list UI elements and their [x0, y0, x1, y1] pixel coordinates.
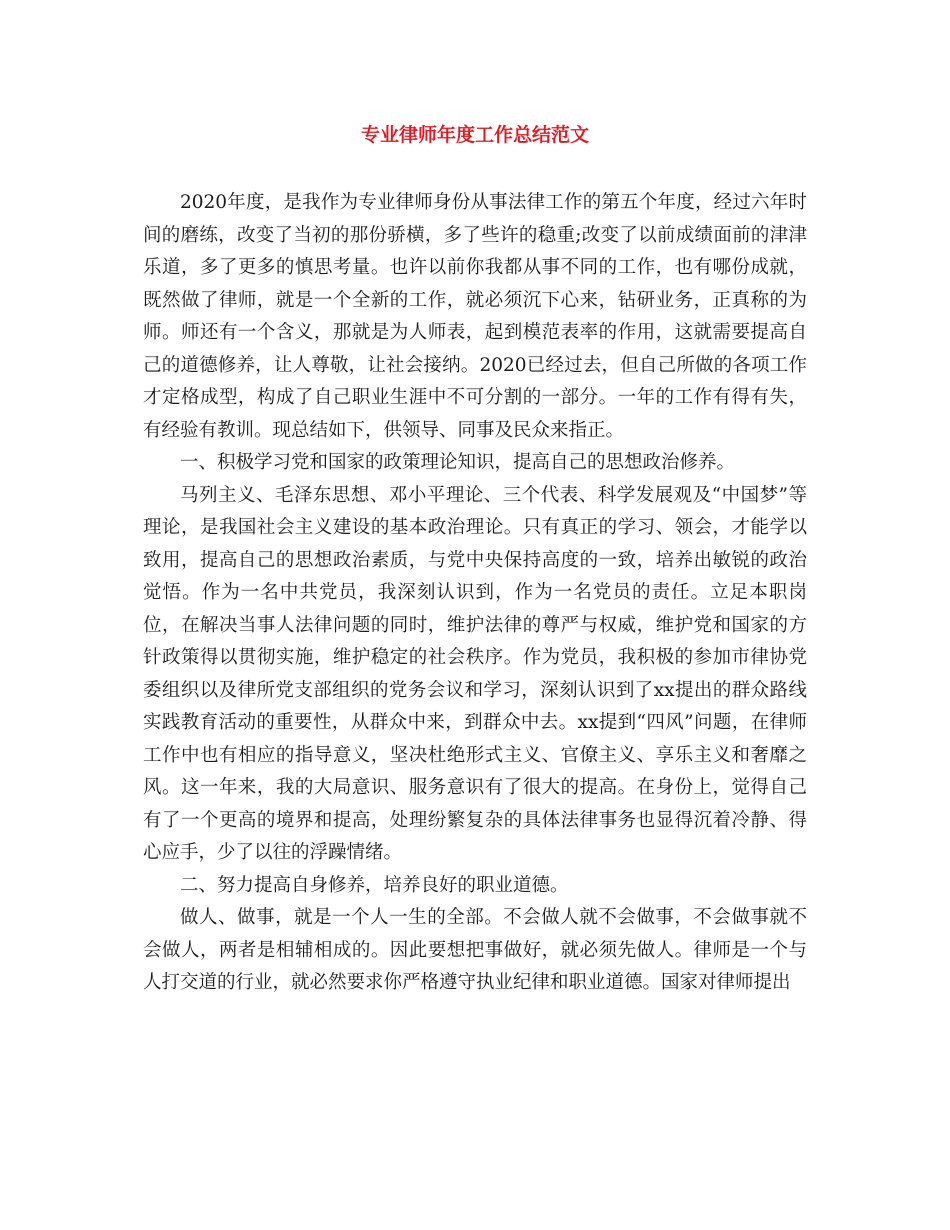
- paragraph-section-1: 马列主义、毛泽东思想、邓小平理论、三个代表、科学发展观及“中国梦”等理论，是我国社会主义建设的基本政治理论。只有真正的学习、领会，才能学以致用，提高自己的思想政治素质，与党中央保持高度的一致，培养出敏锐的政治觉悟。作为一名中共党员，我深刻认识到，作为一名党员的责任。立足本职岗位，在解决当事人法律问题的同时，维护法律的尊严与权威，维护党和国家的方针政策得以贯彻实施，维护稳定的社会秩序。作为党员，我积极的参加市律协党委组织以及律所党支部组织的党务会议和学习，深刻认识到了xx提出的群众路线实践教育活动的重要性，从群众中来，到群众中去。xx提到“四风”问题，在律师工作中也有相应的指导意义，坚决杜绝形式主义、官僚主义、享乐主义和奢靡之风。这一年来，我的大局意识、服务意识有了很大的提高。在身份上，觉得自己有了一个更高的境界和提高，处理纷繁复杂的具体法律事务也显得沉着冷静、得心应手，少了以往的浮躁情绪。: [143, 484, 807, 863]
- paragraph-section-2: 做人、做事，就是一个人一生的全部。不会做人就不会做事，不会做事就不会做人，两者是相辅相成的。因此要想把事做好，就必须先做人。律师是一个与人打交道的行业，就必然要求你严格遵守执业纪律和职业道德。国家对律师提出: [143, 907, 807, 993]
- document-body: [143, 187, 807, 1000]
- section-heading-1: 一、积极学习党和国家的政策理论知识，提高自己的思想政治修养。: [180, 452, 736, 473]
- document-title: 专业律师年度工作总结范文: [360, 124, 589, 146]
- paragraph-intro: 2020年度，是我作为专业律师身份从事法律工作的第五个年度，经过六年时间的磨练，改变了当初的那份骄横，多了些许的稳重;改变了以前成绩面前的津津乐道，多了更多的慎思考量。也许以前你我都从事不同的工作，也有哪份成就，既然做了律师，就是一个全新的工作，就必须沉下心来，钻研业务，正真称的为师。师还有一个含义，那就是为人师表，起到模范表率的作用，这就需要提高自己的道德修养，让人尊敬，让社会接纳。2020已经过去，但自己所做的各项工作才定格成型，构成了自己职业生涯中不可分割的一部分。一年的工作有得有失，有经验有教训。现总结如下，供领导、同事及民众来指正。: [143, 192, 807, 441]
- section-heading-2: 二、努力提高自身修养，培养良好的职业道德。: [180, 874, 569, 896]
